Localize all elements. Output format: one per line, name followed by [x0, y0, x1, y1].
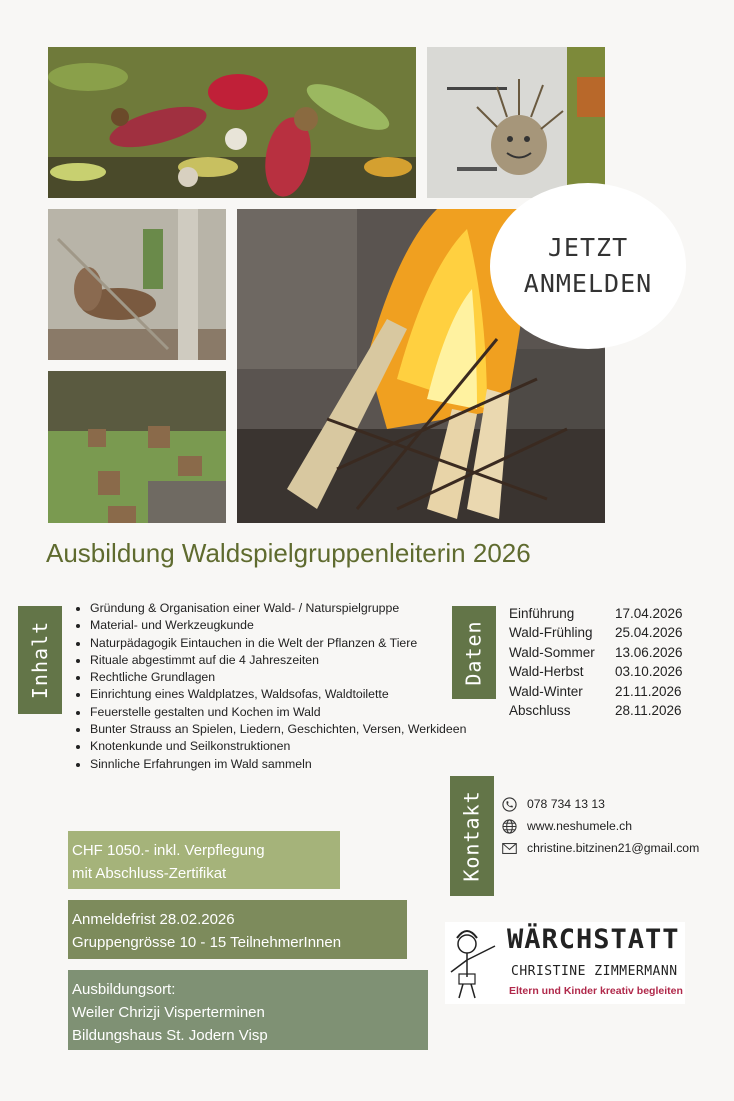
page-title: Ausbildung Waldspielgruppenleiterin 2026: [46, 538, 531, 568]
date-name: Wald-Winter: [509, 683, 583, 699]
list-item: • Sinnliche Erfahrungen im Wald sammeln: [90, 756, 470, 773]
list-item: • Material- und Werkzeugkunde: [90, 617, 470, 634]
registration-line-1: Anmeldefrist 28.02.2026: [72, 911, 235, 928]
contact-block: [500, 793, 699, 859]
date-row: [509, 643, 683, 662]
registration-box: [68, 900, 407, 959]
list-item: • Einrichtung eines Waldplatzes, Waldsofas, Waldtoilette: [90, 686, 470, 703]
location-line-1: Ausbildungsort:: [72, 981, 176, 998]
photo-leaves: [48, 47, 416, 198]
date-row: [509, 701, 683, 720]
price-line-2: mit Abschluss-Zertifikat: [72, 865, 227, 882]
inhalt-label: [18, 606, 62, 714]
date-value: 21.11.2026: [615, 683, 682, 699]
inhalt-list: [74, 600, 470, 773]
date-name: Abschluss: [509, 703, 571, 719]
daten-label: [452, 606, 496, 699]
register-now-badge[interactable]: [490, 183, 686, 349]
phone-number: 078 734 13 13: [527, 797, 605, 811]
logo-name: WÄRCHSTATT: [507, 924, 680, 955]
date-name: Wald-Sommer: [509, 644, 595, 660]
price-line-1: CHF 1050.- inkl. Verpflegung: [72, 842, 265, 859]
daten-label-text: Daten: [462, 619, 486, 686]
inhalt-label-text: Inhalt: [28, 620, 52, 700]
logo: [445, 922, 685, 1004]
date-name: Wald-Frühling: [509, 625, 593, 641]
dates-table: [509, 604, 683, 720]
photo-clearing: [48, 371, 226, 523]
list-item: • Rechtliche Grundlagen: [90, 669, 470, 686]
date-row: [509, 623, 683, 642]
badge-line-2: ANMELDEN: [523, 269, 653, 298]
list-item: • Naturpädagogik Eintauchen in die Welt der Pflanzen & Tiere: [90, 635, 470, 652]
globe-icon: [500, 818, 518, 834]
mail-icon: [500, 840, 518, 856]
email-address: christine.bitzinen21@gmail.com: [527, 841, 700, 855]
contact-phone[interactable]: [500, 793, 699, 815]
date-value: 13.06.2026: [615, 644, 683, 660]
list-item: • Gründung & Organisation einer Wald- / Naturspielgruppe: [90, 600, 470, 617]
kontakt-label-text: Kontakt: [460, 790, 485, 882]
kontakt-label: [450, 776, 494, 896]
date-row: [509, 604, 683, 623]
location-line-2: Weiler Chrizji Visperterminen: [72, 1004, 265, 1021]
location-line-3: Bildungshaus St. Jodern Visp: [72, 1027, 268, 1044]
list-item: • Rituale abgestimmt auf die 4 Jahreszeiten: [90, 652, 470, 669]
location-box: [68, 970, 428, 1050]
contact-email[interactable]: [500, 837, 699, 859]
website-url: www.neshumele.ch: [527, 819, 632, 833]
date-value: 03.10.2026: [615, 664, 683, 680]
date-row: [509, 682, 683, 701]
registration-line-2: Gruppengrösse 10 - 15 TeilnehmerInnen: [72, 934, 342, 951]
phone-icon: [500, 796, 518, 812]
date-value: 28.11.2026: [615, 703, 682, 719]
date-name: Einführung: [509, 606, 575, 621]
list-item: • Knotenkunde und Seilkonstruktionen: [90, 738, 470, 755]
date-value: 25.04.2026: [615, 625, 683, 641]
logo-subtitle: CHRISTINE ZIMMERMANN: [511, 964, 678, 979]
date-name: Wald-Herbst: [509, 664, 584, 680]
list-item: • Bunter Strauss an Spielen, Liedern, Geschichten, Versen, Werkideen: [90, 721, 470, 738]
logo-tagline: Eltern und Kinder kreativ begleiten: [509, 985, 683, 997]
date-value: 17.04.2026: [615, 606, 683, 621]
photo-squirrel: [48, 209, 226, 360]
price-box: [68, 831, 340, 889]
date-row: [509, 662, 683, 681]
list-item: • Feuerstelle gestalten und Kochen im Wald: [90, 704, 470, 721]
contact-web[interactable]: [500, 815, 699, 837]
child-drawing-icon: [445, 922, 499, 1004]
badge-line-1: JETZT: [547, 233, 629, 262]
photo-tree-face: [427, 47, 605, 198]
